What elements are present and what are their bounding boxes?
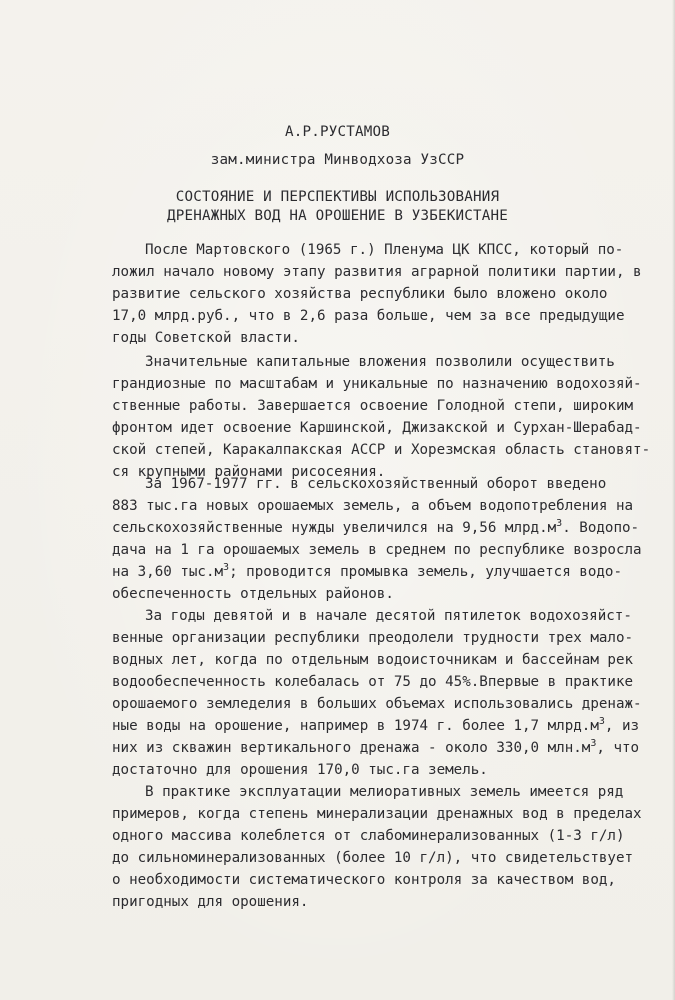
line-text: сельскохозяйственные нужды увеличился на 9,56 млрд.м (112, 520, 557, 536)
paragraph-line: ложил начало новому этапу развития аграрной политики партии, в (112, 264, 642, 280)
paragraph-line: до сильноминерализованных (более 10 г/л), что свидетельствует (112, 850, 634, 866)
paragraph-line: достаточно для орошения 170,0 тыс.га земель. (112, 762, 488, 778)
paragraph-line: В практике эксплуатации мелиоративных земель имеется ряд (145, 784, 624, 800)
paragraph-line: годы Советской власти. (112, 330, 300, 346)
paragraph-line: ся крупными районами рисосеяния. (112, 464, 386, 480)
line-text: ; проводится промывка земель, улучшается водо- (229, 564, 622, 580)
paragraph-line: развитие сельского хозяйства республики было вложено около (112, 286, 608, 302)
author-name: А.Р.РУСТАМОВ (285, 124, 390, 140)
superscript-three: 3 (598, 716, 605, 727)
line-text: на 3,60 тыс.м (112, 564, 224, 580)
paragraph-line: Значительные капитальные вложения позволили осуществить (145, 354, 615, 370)
paragraph-line: После Мартовского (1965 г.) Пленума ЦК КПСС, который по- (145, 242, 624, 258)
paragraph-line-with-superscript (112, 716, 639, 736)
paragraph-line: фронтом идет освоение Каршинской, Джизакской и Сурхан-Шерабад- (112, 420, 642, 436)
paragraph-line: водообеспеченность колебалась от 75 до 45%.Впервые в практике (112, 674, 634, 690)
superscript-three: 3 (556, 518, 563, 529)
paragraph-line-with-superscript (112, 738, 639, 758)
document-title-line-2: ДРЕНАЖНЫХ ВОД НА ОРОШЕНИЕ В УЗБЕКИСТАНЕ (167, 208, 508, 224)
line-text: , из (604, 718, 640, 734)
paragraph-line: обеспеченность отдельных районов. (112, 586, 394, 602)
paragraph-line: одного массива колеблется от слабоминерализованных (1-3 г/л) (112, 828, 625, 844)
paragraph-line: орошаемого земледелия в больших объемах использовались дренаж- (112, 696, 642, 712)
paragraph-line-with-superscript (112, 518, 639, 538)
superscript-three: 3 (590, 738, 597, 749)
paragraph-line: о необходимости систематического контроля за качеством вод, (112, 872, 616, 888)
paragraph-line: ской степей, Каракалпакская АССР и Хорезмская область становят- (112, 442, 651, 458)
paragraph-line: 17,0 млрд.руб., что в 2,6 раза больше, чем за все предыдущие (112, 308, 625, 324)
author-position: зам.министра Минводхоза УзССР (210, 152, 465, 168)
paragraph-line: водных лет, когда по отдельным водоисточникам и бассейнам рек (112, 652, 634, 668)
paragraph-line: За годы девятой и в начале десятой пятилеток водохозяйст- (145, 608, 632, 624)
document-title-line-1: СОСТОЯНИЕ И ПЕРСПЕКТИВЫ ИСПОЛЬЗОВАНИЯ (175, 189, 500, 205)
paragraph-line: дача на 1 га орошаемых земель в среднем по республике возросла (112, 542, 642, 558)
paragraph-line: грандиозные по масштабам и уникальные по назначению водохозяй- (112, 376, 642, 392)
paragraph-line-with-superscript (112, 562, 622, 582)
line-text: них из скважин вертикального дренажа - около 330,0 млн.м (112, 740, 591, 756)
line-text: ные воды на орошение, например в 1974 г. более 1,7 млрд.м (112, 718, 599, 734)
line-text: . Водопо- (562, 520, 640, 536)
superscript-three: 3 (223, 562, 230, 573)
line-text: , что (596, 740, 640, 756)
paragraph-line: венные организации республики преодолели трудности трех мало- (112, 630, 634, 646)
paragraph-line: примеров, когда степень минерализации дренажных вод в пределах (112, 806, 642, 822)
paragraph-line: пригодных для орошения. (112, 894, 309, 910)
paragraph-line: За 1967-1977 гг. в сельскохозяйственный оборот введено (145, 476, 607, 492)
paragraph-line: ственные работы. Завершается освоение Голодной степи, широким (112, 398, 634, 414)
paragraph-line: 883 тыс.га новых орошаемых земель, а объем водопотребления на (112, 498, 634, 514)
